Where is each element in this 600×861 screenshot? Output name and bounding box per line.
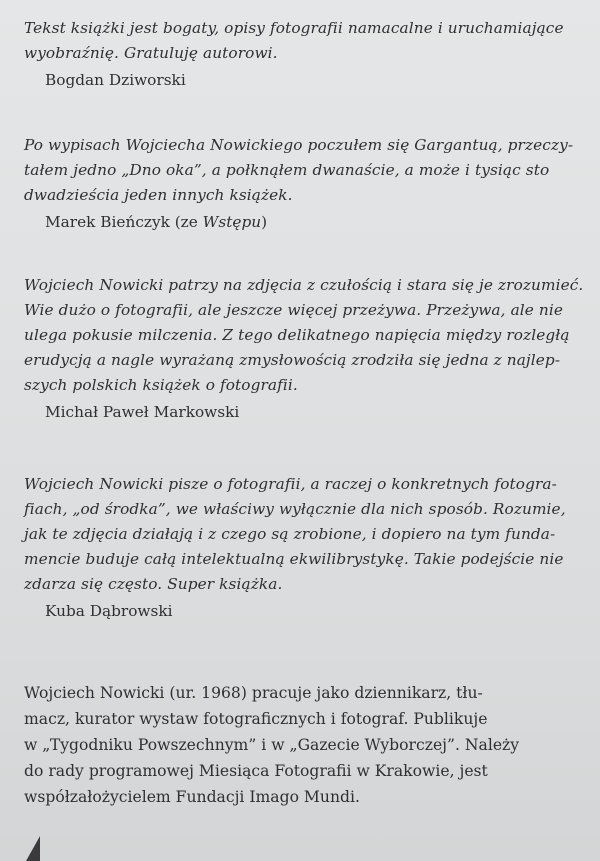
quote-line: ulega pokusie milczenia. Z tego delikatnego napięcia między rozległą bbox=[24, 326, 570, 344]
quote-author bbox=[45, 210, 584, 235]
quote-author: Kuba Dąbrowski bbox=[45, 602, 173, 620]
bio-line: do rady programowej Miesiąca Fotografii w Krakowie, jest bbox=[24, 762, 488, 780]
quote-line: fiach, „od środka”, we właściwy wyłącznie dla nich sposób. Rozumie, bbox=[24, 500, 566, 518]
bio-line: macz, kurator wystaw fotograficznych i fotograf. Publikuje bbox=[24, 710, 488, 728]
blurb-1 bbox=[24, 16, 584, 93]
quote-line: jak te zdjęcia działają i z czego są zrobione, i dopiero na tym funda- bbox=[24, 525, 556, 543]
blurb-4 bbox=[24, 472, 584, 624]
quote-author: Bogdan Dziworski bbox=[45, 71, 186, 89]
blurb-3 bbox=[24, 273, 584, 425]
quote-line: dwadzieścia jeden innych książek. bbox=[24, 186, 293, 204]
quote-line: Tekst książki jest bogaty, opisy fotografii namacalne i uruchamiające bbox=[24, 19, 564, 37]
quote-line: Wie dużo o fotografii, ale jeszcze więcej przeżywa. Przeżywa, ale nie bbox=[24, 301, 564, 319]
quote-line: mencie buduje całą intelektualną ekwilibrystykę. Takie podejście nie bbox=[24, 550, 564, 568]
publisher-mark-triangle bbox=[26, 836, 40, 861]
quote-author-name: Marek Bieńczyk (ze bbox=[45, 213, 203, 231]
quote-line: erudycją a nagle wyrażaną zmysłowością zrodziła się jedna z najlep- bbox=[24, 351, 561, 369]
bio-line: współzałożycielem Fundacji Imago Mundi. bbox=[24, 788, 360, 806]
bio-line: Wojciech Nowicki (ur. 1968) pracuje jako dziennikarz, tłu- bbox=[24, 684, 483, 702]
quote-author-source: Wstępu bbox=[202, 213, 262, 231]
quote-line: tałem jedno „Dno oka”, a połknąłem dwanaście, a może i tysiąc sto bbox=[24, 161, 550, 179]
author-bio bbox=[24, 680, 584, 810]
quote-line: Po wypisach Wojciecha Nowickiego poczułem się Gargantuą, przeczy- bbox=[24, 136, 574, 154]
bio-line: w „Tygodniku Powszechnym” i w „Gazecie Wyborczej”. Należy bbox=[24, 736, 520, 754]
quote-line: szych polskich książek o fotografii. bbox=[24, 376, 298, 394]
quote-line: zdarza się często. Super książka. bbox=[24, 575, 283, 593]
quote-line: wyobraźnię. Gratuluję autorowi. bbox=[24, 44, 278, 62]
quote-line: Wojciech Nowicki patrzy na zdjęcia z czułością i stara się je zrozumieć. bbox=[24, 276, 584, 294]
quote-line: Wojciech Nowicki pisze o fotografii, a raczej o konkretnych fotogra- bbox=[24, 475, 557, 493]
quote-author: Michał Paweł Markowski bbox=[45, 403, 240, 421]
quote-author-end: ) bbox=[261, 213, 268, 231]
blurb-2 bbox=[24, 133, 584, 235]
